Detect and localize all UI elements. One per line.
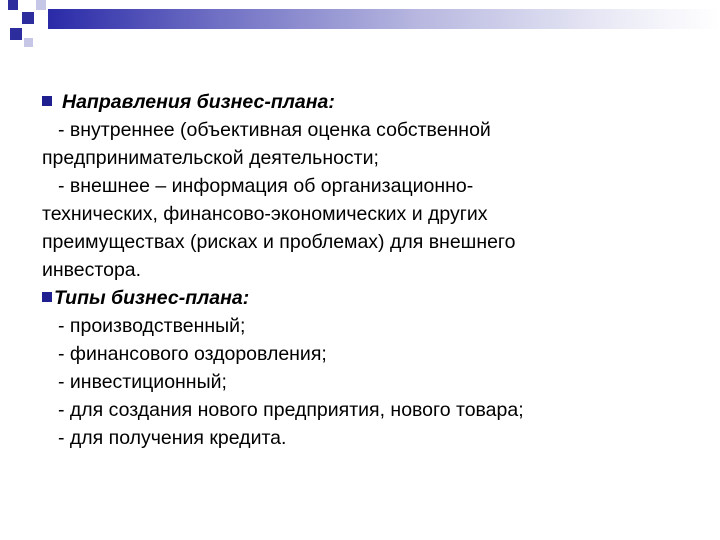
text-line: инвестора.: [42, 259, 142, 281]
list-item: - инвестиционный;: [58, 371, 227, 393]
section-heading-directions: Направления бизнес-плана:: [42, 88, 682, 116]
list-item: - финансового оздоровления;: [58, 343, 327, 365]
text-line: преимуществах (рисках и проблемах) для внешнего: [42, 231, 516, 253]
header-gradient-band: [48, 9, 720, 29]
decor-square: [22, 12, 34, 24]
text-line: - внутреннее (объективная оценка собственной: [58, 119, 491, 141]
decor-square: [8, 0, 18, 10]
text-line: предпринимательской деятельности;: [42, 147, 379, 169]
text-line: технических, финансово-экономических и других: [42, 203, 488, 225]
decor-square: [24, 38, 33, 47]
slide-content: [42, 88, 682, 452]
text-line: - внешнее – информация об организационно-: [58, 175, 474, 197]
decor-square: [10, 28, 22, 40]
square-bullet-icon: [42, 96, 52, 106]
list-item: - производственный;: [58, 315, 246, 337]
list-item: - для получения кредита.: [58, 427, 287, 449]
square-bullet-icon: [42, 292, 52, 302]
list-item: - для создания нового предприятия, нового товара;: [58, 399, 524, 421]
section-heading-types: Типы бизнес-плана:: [42, 284, 682, 312]
decor-square: [36, 0, 46, 10]
